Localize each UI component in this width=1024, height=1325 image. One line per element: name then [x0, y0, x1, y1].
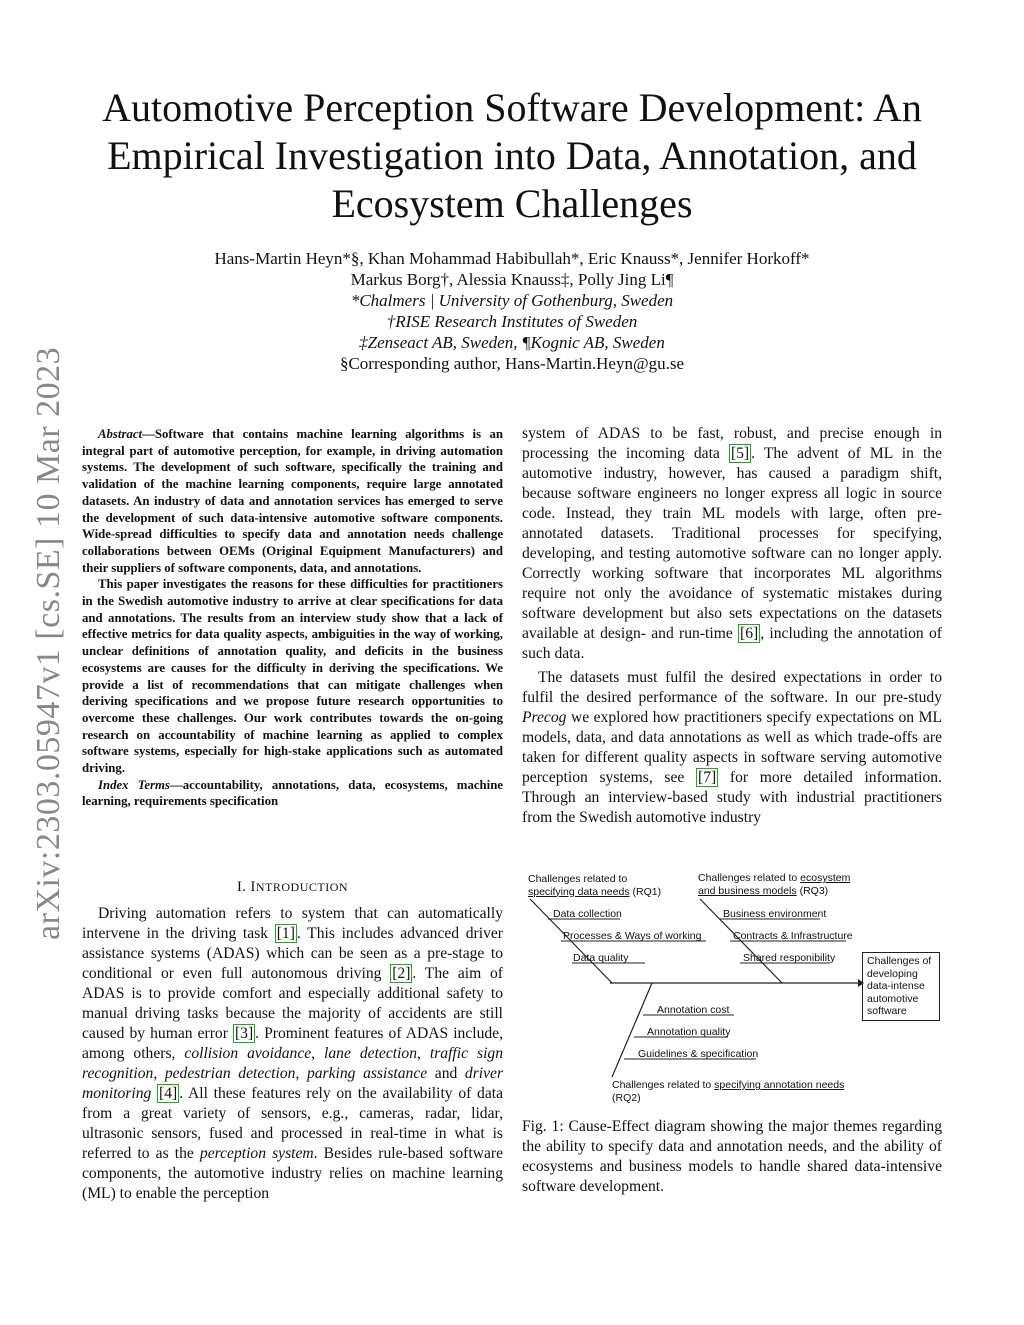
branch-guidelines: Guidelines & specification — [638, 1048, 759, 1060]
author-line-1: Hans-Martin Heyn*§, Khan Mohammad Habibullah*, Eric Knauss*, Jennifer Horkoff* — [214, 249, 810, 268]
citation-1[interactable]: [1] — [276, 925, 295, 942]
rq1-label: Challenges related to specifying data needs (RQ1) — [528, 873, 662, 898]
right-paragraph-1: system of ADAS to be fast, robust, and precise enough in processing the incoming data [5] . The advent of ML in the automotive industry, however, has caused a paradigm shift, because software engineers no longer express all logic in source code. Instead, they train ML models with large, often pre-annotated datasets. Traditional processes for specifying, developing, and testing automotive software can no longer apply. Correctly working software that incorporates ML algorithms require not only the avoidance of systematic mistakes during software development but also sets expectations on the datasets available at design- and run-time [6] , including the annotation of such data. — [522, 425, 942, 662]
section-number: I. — [236, 879, 251, 895]
rq2-label: Challenges related to specifying annotation needs (RQ2) — [612, 1079, 845, 1104]
branch-processes: Processes & Ways of working — [563, 930, 702, 942]
abstract-lead: Abstract — [98, 427, 143, 441]
arxiv-identifier: arXiv:2303.05947v1 [cs.SE] 10 Mar 2023 — [30, 346, 67, 940]
citation-6[interactable]: [6] — [740, 625, 759, 642]
index-terms: —accountability, annotations, data, ecosystems, machine learning, requirements specification — [82, 777, 503, 809]
effect-box: Challenges of developing data-intense automotive software — [862, 952, 940, 1021]
affiliation-3: ‡Zenseact AB, Sweden, ¶Kognic AB, Sweden — [359, 333, 665, 352]
index-terms-lead: Index Terms — [98, 777, 170, 792]
citation-3[interactable]: [3] — [234, 1025, 254, 1042]
right-paragraph-2: The datasets must fulfil the desired expectations in order to fulfil the desired performance of the software. In our pre-study Precog we explored how practitioners specify expectations on ML models, data, and data annotations as well as which trade-offs are taken for different quality aspects in software serving automotive perception systems, see [7] for more detailed information. Through an interview-based study with industrial practitioners from the Swedish automotive industry — [522, 669, 942, 826]
branch-data-quality: Data quality — [573, 952, 629, 964]
author-line-2: Markus Borg†, Alessia Knauss‡, Polly Jing Li¶ — [350, 270, 674, 289]
abstract-paragraph-1: —Software that contains machine learning algorithms is an integral part of automotive perception, for example, in driving automation systems. The development of such software, specifically the training and validation of the machine learning components, require large annotated datasets. An industry of data and annotation services has emerged to serve the development of such data-intensive automotive software components. Wide-spread difficulties to specify data and annotation needs challenge collaborations between OEMs (Original Equipment Manufacturers) and their suppliers of software components, data, and annotations. — [82, 427, 503, 575]
abstract — [82, 426, 503, 810]
citation-5[interactable]: [5] — [730, 445, 750, 462]
author-block — [100, 248, 924, 374]
right-column-text — [522, 424, 942, 828]
rq3-label: Challenges related to ecosystem and business models (RQ3) — [698, 872, 851, 897]
affiliation-2: †RISE Research Institutes of Sweden — [386, 312, 638, 331]
intro-paragraph: Driving automation refers to system that can automatically intervene in the driving task [1] . This includes advanced driver assistance systems (ADAS) which can be seen as a pre-stage to conditional or even full autonomous driving [2] . The aim of ADAS is to provide comfort and especially additional safety to manual driving tasks because the majority of accidents are still caused by human error [3] . Prominent features of ADAS include, among others, collision avoidance, lane detection, traffic sign recognition, pedestrian detection, parking assistance and driver monitoring [4] . All these features rely on the availability of data from a great variety of sensors, e.g., cameras, radar, lidar, ultrasonic sensors, fused and processed in real-time in what is referred to as the perception system. Besides rule-based software components, the automotive industry relies on machine learning (ML) to enable the perception — [82, 905, 504, 1202]
branch-business-environment: Business environment — [723, 908, 827, 920]
section-heading-introduction — [82, 879, 503, 896]
affiliation-4: §Corresponding author, Hans-Martin.Heyn@gu.se — [339, 354, 685, 373]
citation-2[interactable]: [2] — [392, 965, 411, 982]
section-heading-initial: I — [250, 879, 256, 895]
section-heading-rest: NTRODUCTION — [255, 880, 349, 894]
paper-title: Automotive Perception Software Development: An Empirical Investigation into Data, Annotation, and Ecosystem Challenges — [102, 85, 922, 226]
abstract-paragraph-2: This paper investigates the reasons for these difficulties for practitioners in the Swedish automotive industry to arrive at clear specifications for data and annotations. The results from an interview study show that a lack of effective metrics for data quality aspects, ambiguities in the way of working, unclear definitions of annotation quality, and deficits in the business ecosystems are causes for the difficulty in deriving the specifications. We provide a list of recommendations that can mitigate challenges when deriving specifications and we propose future research opportunities to overcome these challenges. Our work contributes towards the on-going research on accountability of machine learning as applied to complex software systems, especially for high-stake applications such as automated driving. — [82, 577, 503, 776]
branch-annotation-quality: Annotation quality — [647, 1026, 731, 1038]
figure-caption: Fig. 1: Cause-Effect diagram showing the major themes regarding the ability to specify data and annotation needs, and the ability of ecosystems and business models to handle shared data-intensive software development. — [522, 1118, 942, 1195]
branch-shared-responsibility: Shared responibility — [743, 952, 836, 964]
affiliation-1: *Chalmers | University of Gothenburg, Sweden — [350, 291, 674, 310]
citation-4[interactable]: [4] — [159, 1085, 178, 1102]
branch-contracts: Contracts & Infrastructure — [733, 930, 853, 942]
cause-effect-diagram — [520, 866, 950, 1110]
branch-data-collection: Data collection — [553, 908, 622, 920]
branch-annotation-cost: Annotation cost — [657, 1004, 730, 1016]
citation-7[interactable]: [7] — [698, 769, 717, 786]
